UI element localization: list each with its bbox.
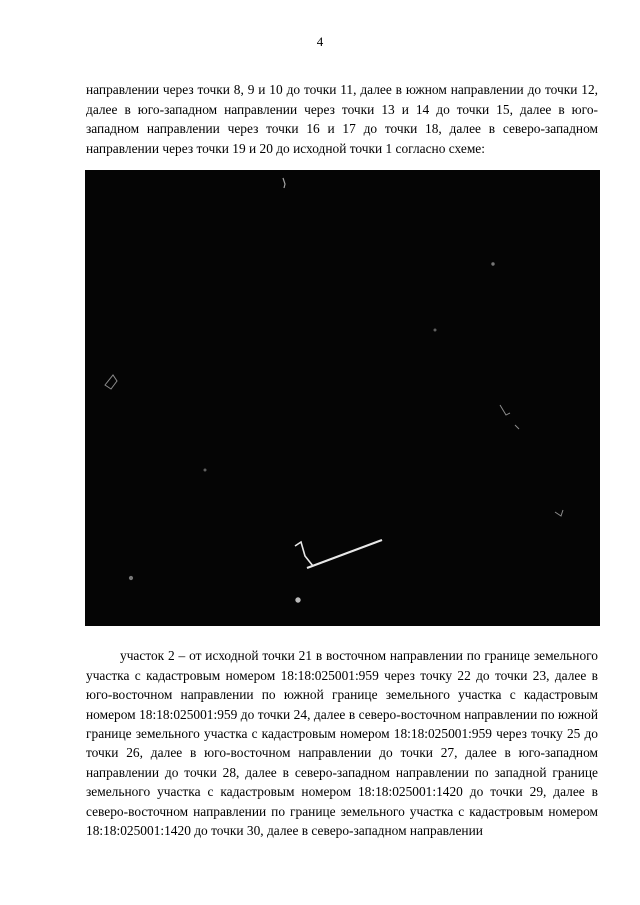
scheme-mark-right-1	[500, 405, 519, 429]
scheme-mark-dot-3	[492, 263, 494, 265]
scheme-mark-dot-5	[434, 329, 436, 331]
scheme-mark-bracket	[295, 542, 313, 566]
paragraph-top: направлении через точки 8, 9 и 10 до точки 11, далее в южном направлении до точки 12, далее в юго-западном направлении через точки 13 и 14 до точки 15, далее в юго-западном направлении через точки 16 и 17 до точки 18, далее в северо-западном направлении через точки 19 и 20 до исходной точки 1 согласно схеме:	[86, 82, 598, 156]
scheme-mark-left	[105, 375, 117, 389]
scheme-mark-line	[307, 540, 382, 568]
scheme-mark-top	[283, 178, 285, 188]
paragraph-bottom: участок 2 – от исходной точки 21 в восточном направлении по границе земельного участка с кадастровым номером 18:18:025001:959 через точку 22 до точки 23, далее в юго-восточном направлении по южной границе земельного участка с кадастровым номером 18:18:025001:959 до точки 24, далее в северо-восточном направлении по южной границе земельного участка с кадастровым номером 18:18:025001:959 через точку 25 до точки 26, далее в юго-восточном направлении до точки 27, далее в юго-западном направлении до точки 28, далее в северо-западном направлении по западной границе земельного участка с кадастровым номером 18:18:025001:1420 до точки 29, далее в северо-восточном направлении по границе земельного участка с кадастровым номером 18:18:025001:1420 до точки 30, далее в северо-западном направлении	[86, 648, 598, 839]
scheme-mark-dot-2	[129, 576, 132, 579]
scheme-mark-dot-4	[204, 469, 206, 471]
scheme-mark-dot-1	[296, 598, 300, 602]
scheme-image	[85, 170, 600, 626]
page-number: 4	[316, 34, 324, 49]
scheme-mark-right-2	[555, 510, 563, 516]
scheme-graphic	[85, 170, 600, 626]
